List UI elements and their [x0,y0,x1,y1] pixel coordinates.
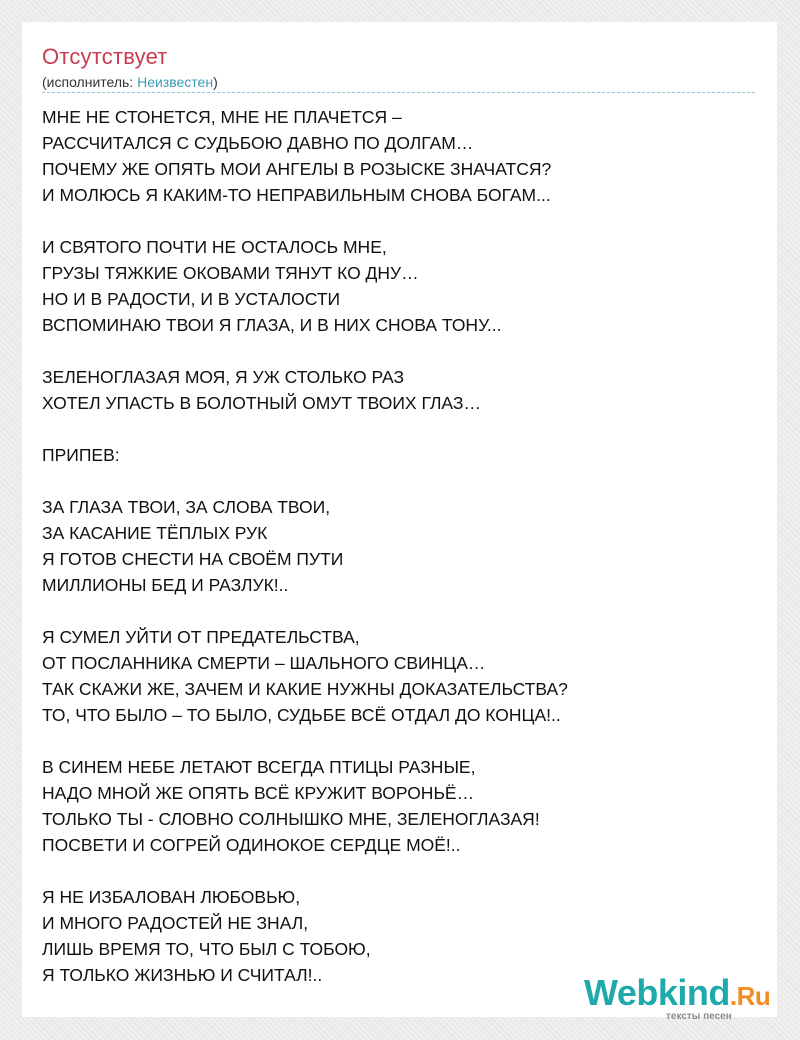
lyric-line: И СВЯТОГО ПОЧТИ НЕ ОСТАЛОСЬ МНЕ, [42,237,387,257]
song-title: Отсутствует [42,44,168,69]
lyric-line: В СИНЕМ НЕБЕ ЛЕТАЮТ ВСЕГДА ПТИЦЫ РАЗНЫЕ, [42,757,476,777]
lyric-line: НАДО МНОЙ ЖЕ ОПЯТЬ ВСЁ КРУЖИТ ВОРОНЬЁ… [42,783,475,803]
lyric-line: ТО, ЧТО БЫЛО – ТО БЫЛО, СУДЬБЕ ВСЁ ОТДАЛ ДО КОНЦА!.. [42,705,561,725]
lyric-line: ГРУЗЫ ТЯЖКИЕ ОКОВАМИ ТЯНУТ КО ДНУ… [42,263,419,283]
lyric-line: ЛИШЬ ВРЕМЯ ТО, ЧТО БЫЛ С ТОБОЮ, [42,939,371,959]
lyric-line: И МНОГО РАДОСТЕЙ НЕ ЗНАЛ, [42,913,309,933]
lyric-line: И МОЛЮСЬ Я КАКИМ-ТО НЕПРАВИЛЬНЫМ СНОВА БОГАМ... [42,185,551,205]
logo-name: Webkind [584,972,730,1013]
logo-tld: .Ru [729,981,771,1011]
lyrics-card [22,22,777,1022]
lyric-line: ЗА ГЛАЗА ТВОИ, ЗА СЛОВА ТВОИ, [42,497,331,517]
lyric-line: Я ГОТОВ СНЕСТИ НА СВОЁМ ПУТИ [42,549,344,569]
title-divider [42,92,755,93]
lyric-stanza [42,234,762,338]
lyric-stanza [42,364,762,416]
lyric-line: МИЛЛИОНЫ БЕД И РАЗЛУК!.. [42,575,289,595]
lyric-line: ПРИПЕВ: [42,445,120,465]
artist-suffix: ) [213,74,218,90]
lyric-line: ХОТЕЛ УПАСТЬ В БОЛОТНЫЙ ОМУТ ТВОИХ ГЛАЗ… [42,393,481,413]
lyric-stanza [42,104,762,208]
lyric-stanza [42,442,762,468]
lyric-line: ВСПОМИНАЮ ТВОИ Я ГЛАЗА, И В НИХ СНОВА ТОНУ... [42,315,502,335]
lyric-line: Я НЕ ИЗБАЛОВАН ЛЮБОВЬЮ, [42,887,301,907]
lyric-line: МНЕ НЕ СТОНЕТСЯ, МНЕ НЕ ПЛАЧЕТСЯ – [42,107,402,127]
lyric-stanza [42,494,762,598]
lyrics-body [42,104,762,1014]
lyric-line: ПОСВЕТИ И СОГРЕЙ ОДИНОКОЕ СЕРДЦЕ МОЁ!.. [42,835,461,855]
lyric-line: ЗЕЛЕНОГЛАЗАЯ МОЯ, Я УЖ СТОЛЬКО РАЗ [42,367,405,387]
logo-wordmark [584,972,770,1014]
artist-prefix: (исполнитель: [42,74,138,90]
webkind-logo[interactable] [584,972,784,1022]
lyric-stanza [42,624,762,728]
lyric-line: ТАК СКАЖИ ЖЕ, ЗАЧЕМ И КАКИЕ НУЖНЫ ДОКАЗАТЕЛЬСТВА? [42,679,568,699]
lyric-line: ТОЛЬКО ТЫ - СЛОВНО СОЛНЫШКО МНЕ, ЗЕЛЕНОГЛАЗАЯ! [42,809,540,829]
artist-link[interactable]: Неизвестен [137,74,214,90]
lyric-line: РАССЧИТАЛСЯ С СУДЬБОЮ ДАВНО ПО ДОЛГАМ… [42,133,474,153]
lyric-line: ЗА КАСАНИЕ ТЁПЛЫХ РУК [42,523,268,543]
lyric-line: Я СУМЕЛ УЙТИ ОТ ПРЕДАТЕЛЬСТВА, [42,627,360,647]
lyric-line: НО И В РАДОСТИ, И В УСТАЛОСТИ [42,289,341,309]
lyric-line: Я ТОЛЬКО ЖИЗНЬЮ И СЧИТАЛ!.. [42,965,323,985]
logo-tagline: тексты песен [666,1011,732,1022]
lyric-line: ОТ ПОСЛАННИКА СМЕРТИ – ШАЛЬНОГО СВИНЦА… [42,653,486,673]
lyric-line: ПОЧЕМУ ЖЕ ОПЯТЬ МОИ АНГЕЛЫ В РОЗЫСКЕ ЗНАЧАТСЯ? [42,159,552,179]
lyric-stanza [42,754,762,858]
artist-line [42,74,218,90]
